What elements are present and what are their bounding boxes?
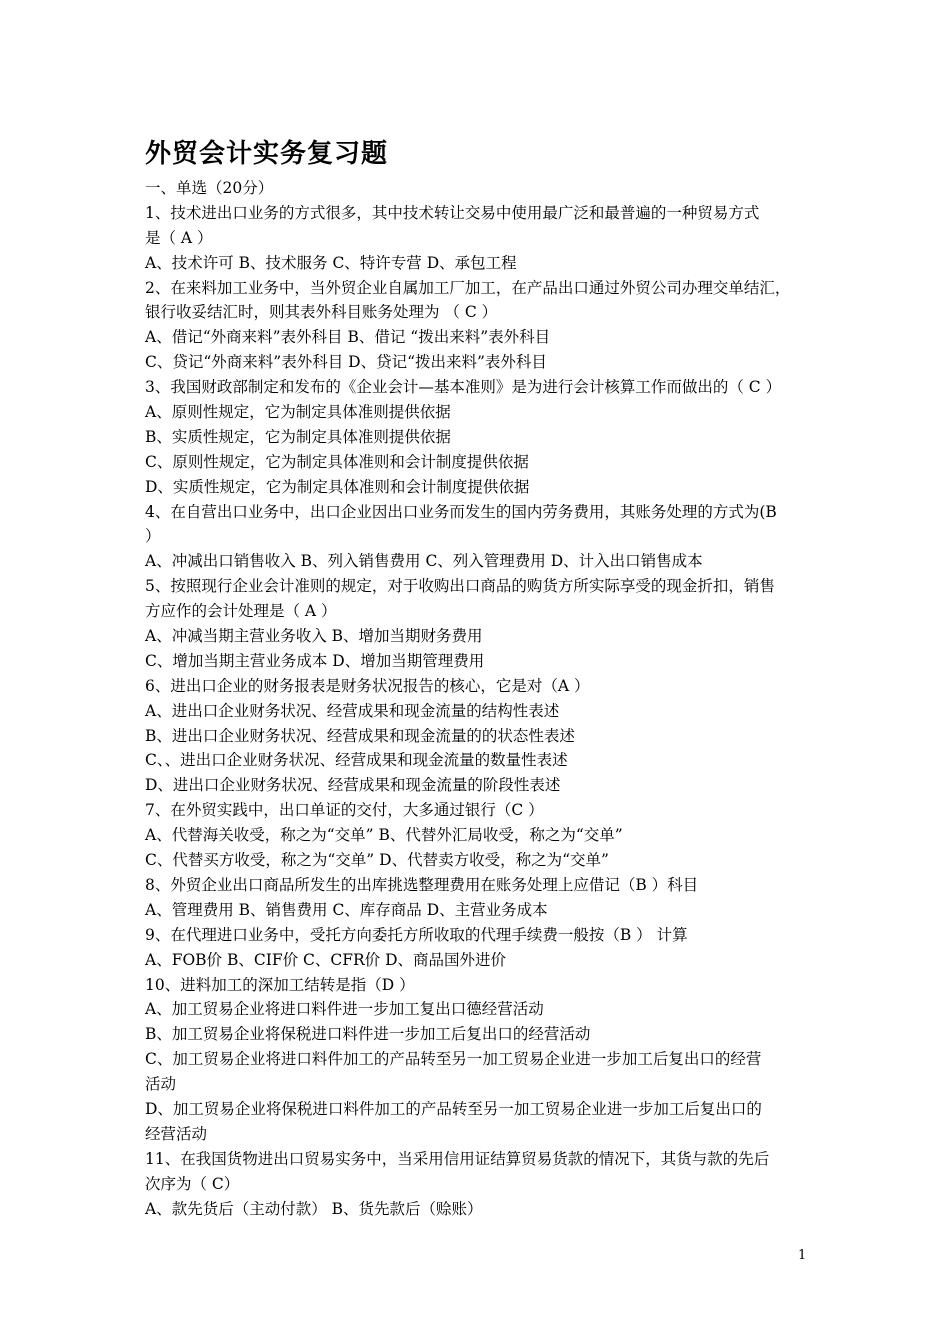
- text-line: 5、按照现行企业会计准则的规定，对于收购出口商品的购货方所实际享受的现金折扣，销售: [145, 577, 775, 596]
- text-line: 银行收妥结汇时，则其表外科目账务处理为 （ C ）: [145, 303, 498, 322]
- text-line: B、实质性规定，它为制定具体准则提供依据: [145, 427, 451, 446]
- text-line: A、管理费用 B、销售费用 C、库存商品 D、主营业务成本: [145, 900, 548, 919]
- text-line: 一、单选（20分）: [145, 179, 274, 197]
- text-line: 7、在外贸实践中，出口单证的交付，大多通过银行（C ）: [145, 801, 544, 820]
- text-line: A、FOB价 B、CIF价 C、CFR价 D、商品国外进价: [145, 950, 507, 969]
- text-line: A、加工贸易企业将进口料件进一步加工复出口德经营活动: [145, 1000, 544, 1019]
- text-line: 2、在来料加工业务中，当外贸企业自属加工厂加工，在产品出口通过外贸公司办理交单结汇，: [145, 278, 791, 297]
- text-line: 1、技术进出口业务的方式很多，其中技术转让交易中使用最广泛和最普遍的一种贸易方式: [145, 203, 760, 222]
- text-line: 经营活动: [145, 1124, 208, 1143]
- text-line: A、款先货后（主动付款） B、货先款后（赊账）: [145, 1199, 483, 1218]
- text-line: C、加工贸易企业将进口料件加工的产品转至另一加工贸易企业进一步加工后复出口的经营: [145, 1050, 762, 1069]
- text-line: C、增加当期主营业务成本 D、增加当期管理费用: [145, 651, 485, 670]
- text-line: C、、进出口企业财务状况、经营成果和现金流量的数量性表述: [145, 751, 568, 770]
- text-line: 活动: [145, 1075, 177, 1094]
- text-line: B、进出口企业财务状况、经营成果和现金流量的的状态性表述: [145, 726, 575, 745]
- text-line: D、进出口企业财务状况、经营成果和现金流量的阶段性表述: [145, 776, 561, 795]
- text-line: 4、在自营出口业务中，出口企业因出口业务而发生的国内劳务费用，其账务处理的方式为(B: [145, 502, 777, 521]
- text-line: B、加工贸易企业将保税进口料件进一步加工后复出口的经营活动: [145, 1025, 591, 1044]
- text-line: 9、在代理进口业务中，受托方向委托方所收取的代理手续费一般按（B ） 计算: [145, 925, 688, 944]
- text-line: A、冲减当期主营业务收入 B、增加当期财务费用: [145, 627, 483, 646]
- text-line: A、原则性规定，它为制定具体准则提供依据: [145, 403, 451, 422]
- document-title: 外贸会计实务复习题: [145, 139, 389, 169]
- text-line: D、实质性规定，它为制定具体准则和会计制度提供依据: [145, 477, 530, 496]
- text-line: ）: [145, 527, 161, 546]
- text-line: 10、进料加工的深加工结转是指（D ）: [145, 975, 415, 994]
- question-list: [145, 176, 815, 1221]
- text-line: 次序为（ C）: [145, 1174, 240, 1193]
- text-line: 方应作的会计处理是（ A ）: [145, 602, 337, 621]
- text-line: C、贷记“外商来料”表外科目 D、贷记“拨出来料”表外科目: [145, 353, 547, 372]
- text-line: 11、在我国货物进出口贸易实务中，当采用信用证结算贸易货款的情况下，其货与款的先后: [145, 1149, 770, 1168]
- text-line: A、进出口企业财务状况、经营成果和现金流量的结构性表述: [145, 701, 560, 720]
- text-line: A、冲减出口销售收入 B、列入销售费用 C、列入管理费用 D、计入出口销售成本: [145, 552, 703, 571]
- text-line: 3、我国财政部制定和发布的《企业会计—基本准则》是为进行会计核算工作而做出的（ C ）: [145, 378, 782, 397]
- text-line: A、代替海关收受，称之为“交单” B、代替外汇局收受，称之为“交单”: [145, 826, 623, 845]
- page-number: 1: [798, 1248, 807, 1263]
- text-line: A、借记“外商来料”表外科目 B、借记 “拨出来料”表外科目: [145, 328, 551, 347]
- text-line: D、加工贸易企业将保税进口料件加工的产品转至另一加工贸易企业进一步加工后复出口的: [145, 1099, 762, 1118]
- text-line: 6、进出口企业的财务报表是财务状况报告的核心，它是对（A ）: [145, 676, 590, 695]
- text-line: 是（ A ）: [145, 228, 213, 247]
- text-line: C、代替买方收受，称之为“交单” D、代替卖方收受，称之为“交单”: [145, 851, 609, 870]
- text-line: C、原则性规定，它为制定具体准则和会计制度提供依据: [145, 452, 529, 471]
- text-line: A、技术许可 B、技术服务 C、特许专营 D、承包工程: [145, 253, 517, 272]
- text-line: 8、外贸企业出口商品所发生的出库挑选整理费用在账务处理上应借记（B ）科目: [145, 875, 699, 894]
